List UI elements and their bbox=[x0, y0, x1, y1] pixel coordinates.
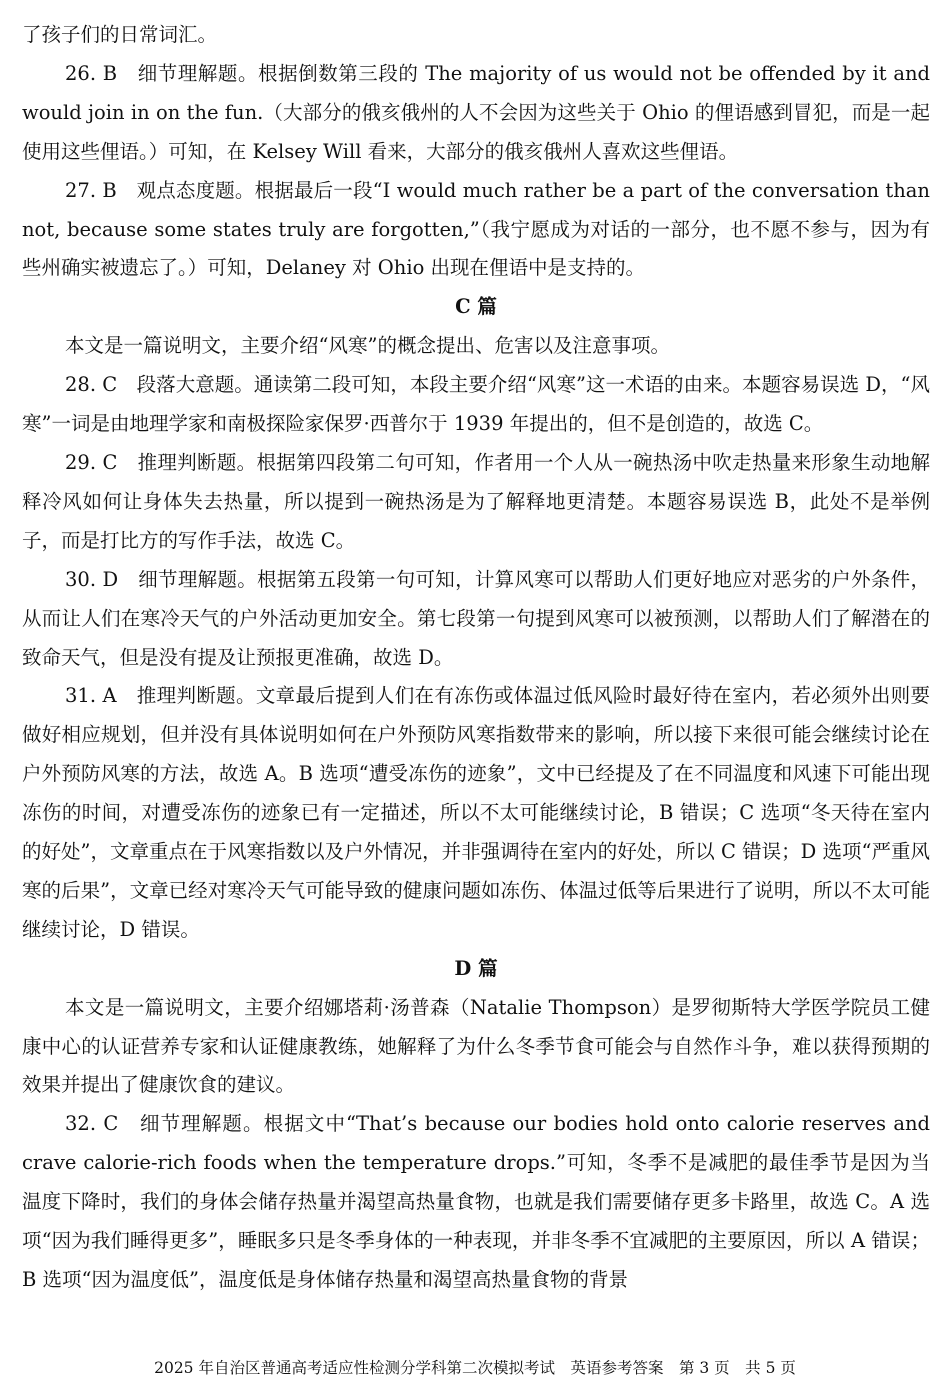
answer-29: 29. C 推理判断题。根据第四段第二句可知，作者用一个人从一碗热汤中吹走热量来形象生动地解释冷风如何让身体失去热量，所以提到一碗热汤是为了解释地更清楚。本题容易误选 B，此处不是举例子，而是打比方的写作手法，故选 C。 bbox=[22, 450, 930, 552]
paragraph-continuation: 了孩子们的日常词汇。 bbox=[22, 23, 218, 46]
answer-31: 31. A 推理判断题。文章最后提到人们在有冻伤或体温过低风险时最好待在室内，若必须外出则要做好相应规划，但并没有具体说明如何在户外预防风寒指数带来的影响，所以接下来很可能会继续讨论在户外预防风寒的方法，故选 A。B 选项“遭受冻伤的迹象”，文中已经提及了在不同温度和风速下可能出现冻伤的时间，对遭受冻伤的迹象已有一定描述，所以不太可能继续讨论，B 错误；C 选项“冬天待在室内的好处”，文章重点在于风寒指数以及户外情况，并非强调待在室内的好处，所以 C 错误；D 选项“严重风寒的后果”，文章已经对寒冷天气可能导致的健康问题如冻伤、体温过低等后果进行了说明，所以不太可能继续讨论，D 错误。 bbox=[22, 684, 930, 941]
page-footer: 2025 年自治区普通高考适应性检测分学科第二次模拟考试 英语参考答案 第 3 页 共 5 页 bbox=[154, 1359, 796, 1377]
answer-28: 28. C 段落大意题。通读第二段可知，本段主要介绍“风寒”这一术语的由来。本题容易误选 D，“风寒”一词是由地理学家和南极探险家保罗·西普尔于 1939 年提出的，但不是创造的，故选 C。 bbox=[22, 373, 930, 436]
answer-text-body bbox=[22, 16, 930, 1300]
answer-27: 27. B 观点态度题。根据最后一段“I would much rather be a part of the conversation than not, because some states truly are forgotten,”（我宁愿成为对话的一部分，也不愿不参与，因为有些州确实被遗忘了。）可知，Delaney 对 Ohio 出现在俚语中是支持的。 bbox=[22, 178, 930, 280]
answer-32: 32. C 细节理解题。根据文中“That’s because our bodies hold onto calorie reserves and crave calorie-rich foods when the temperature drops.”可知，冬季不是减肥的最佳季节是因为当温度下降时，我们的身体会储存热量并渴望高热量食物，也就是我们需要储存更多卡路里，故选 C。A 选项“因为我们睡得更多”，睡眠多只是冬季身体的一种表现，并非冬季不宜减肥的主要原因，所以 A 错误；B 选项“因为温度低”，温度低是身体储存热量和渴望高热量食物的背景 bbox=[22, 1112, 930, 1291]
section-c-intro: 本文是一篇说明文，主要介绍“风寒”的概念提出、危害以及注意事项。 bbox=[65, 334, 670, 358]
answer-26: 26. B 细节理解题。根据倒数第三段的 The majority of us would not be offended by it and would join in on the fun.（大部分的俄亥俄州的人不会因为这些关于 Ohio 的俚语感到冒犯，而是一起使用这些俚语。）可知，在 Kelsey Will 看来，大部分的俄亥俄州人喜欢这些俚语。 bbox=[22, 61, 930, 163]
section-heading-c: C 篇 bbox=[455, 295, 497, 319]
answer-30: 30. D 细节理解题。根据第五段第一句可知，计算风寒可以帮助人们更好地应对恶劣的户外条件，从而让人们在寒冷天气的户外活动更加安全。第七段第一句提到风寒可以被预测，以帮助人们了解潜在的致命天气，但是没有提及让预报更准确，故选 D。 bbox=[22, 567, 930, 669]
section-heading-d: D 篇 bbox=[454, 956, 498, 980]
section-d-intro: 本文是一篇说明文，主要介绍娜塔莉·汤普森（Natalie Thompson）是罗彻斯特大学医学院员工健康中心的认证营养专家和认证健康教练，她解释了为什么冬季节食可能会与自然作斗争，难以获得预期的效果并提出了健康饮食的建议。 bbox=[22, 995, 930, 1097]
